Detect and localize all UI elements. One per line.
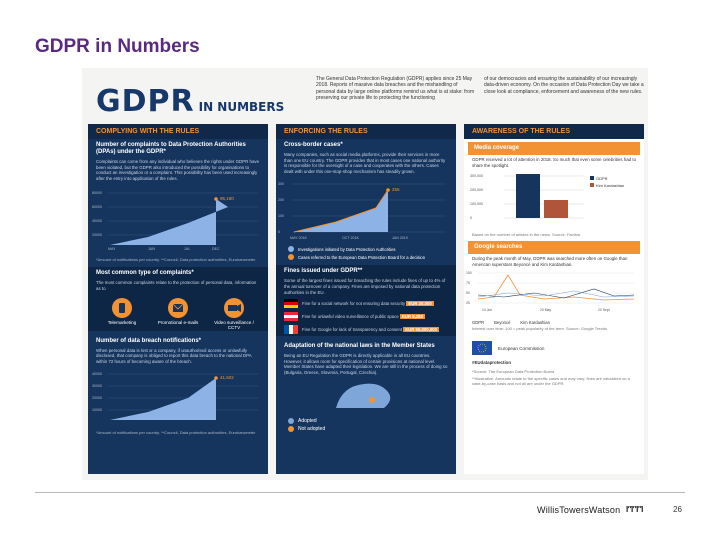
legend-label: Kim Kardashian [520,320,550,326]
eu-flag-icon [472,341,492,355]
google-note: Interest over time: 100 = peak popularity of the term. Source: Google Trends [472,326,608,332]
infographic-logo [96,84,284,119]
x-tick: 20 May [540,308,552,313]
y-tick: 100,000 [470,202,483,207]
legend-label: Adopted [298,417,317,424]
legend-item [276,253,456,261]
y-tick: 20000 [92,396,102,401]
complaints-type-section [88,267,268,330]
eu-label: European Commission [498,345,545,351]
y-tick: 200 [278,198,284,203]
adaptation-text: Being an EU Regulation the GDPR is directly applicable in all EU countries. However, it allows room for specification of certain provisions at national level. Member States have adapted their legislation. We are still in the process of doing so (Bulgaria, Greece, Slovenia, Portugal, Czechia). [284,353,448,375]
fine-amount: EUR 50,000,000 [405,327,438,333]
google-trends-chart [464,269,644,315]
y-tick: 25 [466,301,470,306]
y-tick: 40000 [92,372,102,377]
breach-area-chart [88,366,268,424]
complaints-text: Complaints can come from any individual who believes the rights under GDPR have been violated, but the GDPR also introduced the possibility for organisations to conduct an investigation or a complaint. This possibility has been used increasingly after the entry into application of the rules. [96,159,260,181]
complaint-types-heading: Most common type of complaints* [96,270,194,277]
x-tick: DEC [212,247,220,252]
y-tick: 100 [466,271,472,276]
legend-swatch [590,176,594,180]
column-complying [88,124,268,474]
cross-border-heading: Cross-border cases* [284,142,343,148]
complaint-type-telemarketing [98,298,146,331]
y-tick: 200,000 [470,188,483,193]
gdpr-infographic [82,68,648,480]
fine-item-austria [276,310,456,323]
map-legend-item [276,417,456,425]
media-heading: Media coverage [468,142,640,155]
complaint-types-text: The most common complaints relate to the protection of personal data, information as to [96,280,257,291]
complaint-type-promo [154,298,202,331]
y-tick: 100 [278,214,284,219]
y-tick: 0 [278,230,280,235]
fine-description: Fine for unlawful video surveillance of public space [302,314,399,320]
legend-label: Kim Kardashian [596,183,625,189]
column-awareness [464,124,644,474]
austria-flag-icon [284,312,298,321]
y-tick: 80000 [92,191,102,196]
fines-section [276,265,456,336]
legend-label: GDPR [472,320,485,326]
complaint-type-icons [88,294,268,331]
footer-brand: WillisTowersWatson [537,505,621,515]
x-tick: MAY [108,247,116,252]
x-tick: 20 Sept [598,308,610,313]
complaints-end-point [214,198,218,202]
footnote: **Illustrative. Amounts relate to the specific cases and may vary; fines are calculated on a case-by-case basis and not all are under the GDPR. [472,375,630,386]
legend-label: GDPR [596,176,608,182]
trend-line-kardashian [478,291,634,297]
breach-area [110,378,216,420]
fine-item-france [276,323,456,336]
column-heading: ENFORCING THE RULES [276,124,456,139]
breach-text: When personal data is lost or a company, if unauthorised access or unlawfully disclosed, that company is obliged to report this data breach to the national DPA within 72 hours of becoming aware of the breach. [96,347,252,364]
bar-kardashian [544,200,568,218]
page-number: 26 [673,505,682,514]
media-bar-chart [464,170,644,226]
legend-swatch [288,426,294,432]
y-tick: 300 [278,182,284,187]
google-heading: Google searches [468,241,640,254]
footer-logo-mark: I″I″I″I [626,505,643,514]
legend-swatch [288,418,294,424]
x-tick: JUN [148,247,155,252]
legend-label: Investigations initiated by Data Protection Authorities [298,246,396,252]
complaints-note: *Amount of notifications per country. **Council, Data protection authorities, Eurobarometer [96,257,256,263]
france-flag-icon [284,325,298,334]
phone-icon [112,298,132,318]
icon-label: Video surveillance / CCTV [214,319,254,331]
cross-border-text: Many companies, such as social media platforms, provide their services in more than one EU country. The GDPR provides that in most cases one national authority is responsible for the oversight of a case and cooperates with the others. Cases dealt with under this one-stop-shop mechanism has steadily grown. [284,152,446,174]
envelope-icon [168,298,188,318]
column-enforcing [276,124,456,474]
fines-heading: Fines issued under GDPR** [284,268,363,275]
fine-text [302,327,439,332]
y-tick: 30000 [92,384,102,389]
x-tick: 14 Jun [482,308,493,313]
breach-note: *Amount of notifications per country. **Council, Data protection authorities, Eurobarometer [96,430,256,436]
y-tick: 20000 [92,233,102,238]
fine-text [302,314,425,319]
hashtag: #EUdataprotection [472,360,512,366]
y-tick: 40000 [92,219,102,224]
logo-small: IN NUMBERS [198,100,285,114]
breach-end-label: 41,502 [220,375,234,381]
breach-end-point [214,377,218,381]
legend-swatch [590,183,594,187]
slide-title: GDPR in Numbers [35,36,200,57]
x-tick: MAY 2018 [290,236,307,241]
map-legend-item [276,425,456,433]
x-tick: JUL [184,247,191,252]
bar-gdpr [516,174,540,218]
fines-text: Some of the largest fines issued for breaching the rules include fines of up to 4% of the annual turnover of a company. Fines are imposed by national data protection authorities in the EU. [284,278,446,295]
fine-item-germany [276,297,456,310]
complaints-area-chart [88,183,268,251]
y-tick: 10000 [92,408,102,413]
fine-text [302,301,434,306]
x-tick: JAN 2019 [392,236,408,241]
legend-swatch [288,254,294,260]
y-tick: 0 [470,216,472,221]
intro-text-right: of our democracies and ensuring the sustainability of our increasingly data-driven economy. On the occasion of Data Protection Day we take a close look at compliance, enforcement and awareness of the new rules. [484,76,644,95]
column-heading: COMPLYING WITH THE RULES [88,124,268,139]
column-heading: AWARENESS OF THE RULES [464,124,644,139]
camera-icon [224,298,244,318]
complaints-end-label: 95,180 [220,196,234,202]
cross-border-end-label: 255 [392,187,400,193]
media-note: Based on the number of articles in the news. Source: Factiva [472,232,580,238]
icon-label: Promotional e-mails [157,319,199,325]
legend-label: Cases referred to the European Data Protection Board for a decision [298,254,426,260]
footer-divider [35,492,685,493]
legend-label: Not adopted [298,425,326,432]
fine-description: Fine for a social network for not ensuring data security [302,301,406,307]
y-tick: 50 [466,291,470,296]
x-tick: OCT 2018 [342,236,359,241]
legend-item [276,245,456,253]
adaptation-heading: Adaptation of the national laws in the Member States [284,343,435,350]
map-not-adopted-region [369,397,375,403]
legend-swatch [288,246,294,252]
fine-description: Fine for Google for lack of transparency and consent [302,327,403,333]
y-tick: 300,000 [470,174,483,179]
cross-border-end-point [386,189,390,193]
trend-line-gdpr [478,275,634,300]
cross-border-chart [276,176,456,240]
complaint-type-cctv [210,298,258,331]
footnote: *Source: The European Data Protection Board [472,368,555,374]
complaints-heading: Number of complaints to Data Protection Authorities (DPAs) under the GDPR* [96,142,246,155]
media-text: GDPR received a lot of attention in 2018. So much that even some celebrities had to share the spotlight. [472,157,637,168]
y-tick: 75 [466,281,470,286]
intro-text-left: The General Data Protection Regulation (GDPR) applies since 25 May 2018. Reports of massive data breaches and the mishandling of personal data by large online platforms remind us what is at stake: from preserving our private life to protecting the functioning [316,76,475,101]
y-tick: 60000 [92,205,102,210]
map-adopted-region [336,383,390,407]
icon-label: Telemarketing [107,319,137,325]
logo-big: GDPR [96,84,195,119]
complaints-area [110,199,228,245]
germany-flag-icon [284,299,298,308]
european-commission-block [472,338,636,358]
google-text: During the peak month of May, GDPR was searched more often on Google than American superstars Beyoncé and Kim Kardashian. [472,256,628,267]
cross-border-area [294,190,388,232]
legend-label: Beyoncé [494,320,511,326]
europe-map [276,378,456,412]
fine-amount: EUR 20,000 [408,301,432,307]
breach-heading: Number of data breach notifications* [96,337,202,344]
fine-amount: EUR 5,280 [401,314,423,320]
